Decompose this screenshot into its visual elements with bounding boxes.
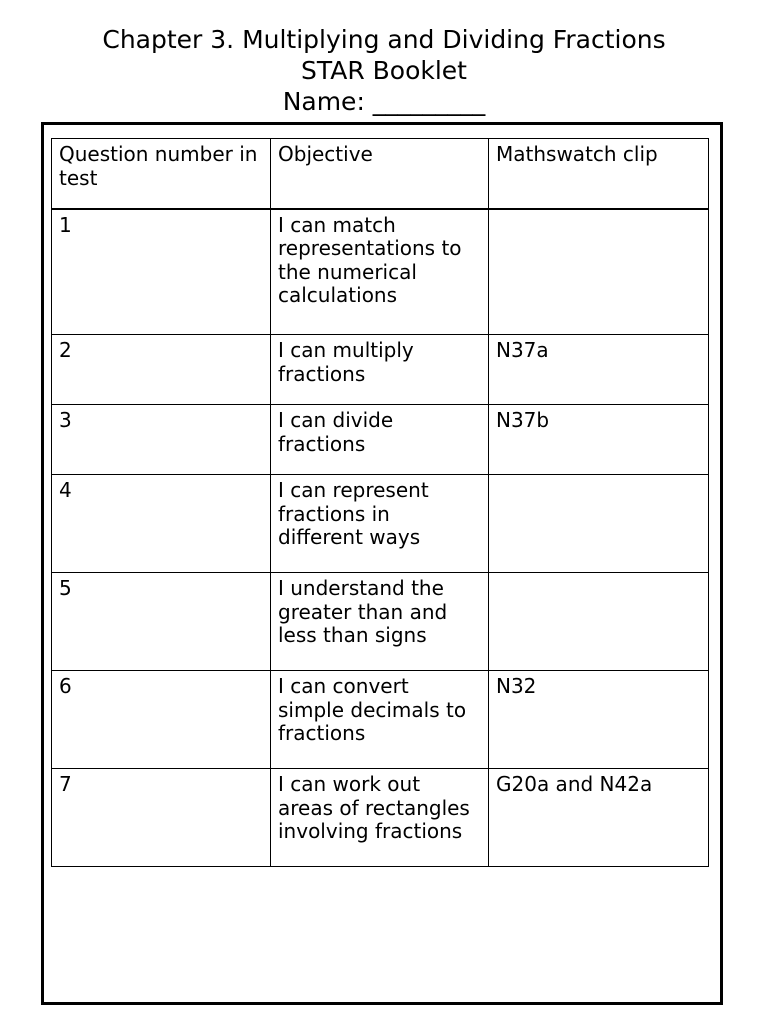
question-number-cell: 7 bbox=[52, 769, 271, 867]
clip-cell: G20a and N42a bbox=[489, 769, 709, 867]
question-number-cell: 4 bbox=[52, 475, 271, 573]
objective-cell: I can multiply fractions bbox=[271, 335, 489, 405]
column-header-clip: Mathswatch clip bbox=[489, 139, 709, 209]
objective-cell: I can convert simple decimals to fractions bbox=[271, 671, 489, 769]
clip-cell: N32 bbox=[489, 671, 709, 769]
clip-cell bbox=[489, 573, 709, 671]
question-number-cell: 1 bbox=[52, 209, 271, 335]
objectives-table bbox=[51, 138, 709, 867]
clip-cell: N37b bbox=[489, 405, 709, 475]
name-field-label: Name: _________ bbox=[282, 87, 486, 116]
objective-cell: I can represent fractions in different ways bbox=[271, 475, 489, 573]
clip-cell: N37a bbox=[489, 335, 709, 405]
objective-cell: I can divide fractions bbox=[271, 405, 489, 475]
table-header-row bbox=[52, 139, 709, 209]
question-number-cell: 3 bbox=[52, 405, 271, 475]
objective-cell: I can work out areas of rectangles involving fractions bbox=[271, 769, 489, 867]
question-number-cell: 5 bbox=[52, 573, 271, 671]
table-row bbox=[52, 769, 709, 867]
objective-cell: I can match representations to the numerical calculations bbox=[271, 209, 489, 335]
booklet-subtitle: STAR Booklet bbox=[301, 56, 467, 85]
question-number-cell: 2 bbox=[52, 335, 271, 405]
table-row bbox=[52, 335, 709, 405]
table-row bbox=[52, 671, 709, 769]
table-row bbox=[52, 573, 709, 671]
table-row bbox=[52, 405, 709, 475]
table-row bbox=[52, 475, 709, 573]
column-header-objective: Objective bbox=[271, 139, 489, 209]
objective-cell: I understand the greater than and less than signs bbox=[271, 573, 489, 671]
question-number-cell: 6 bbox=[52, 671, 271, 769]
column-header-question: Question number in test bbox=[52, 139, 271, 209]
page-header bbox=[0, 24, 768, 117]
clip-cell bbox=[489, 209, 709, 335]
chapter-title: Chapter 3. Multiplying and Dividing Fractions bbox=[102, 25, 666, 54]
table-row bbox=[52, 209, 709, 335]
clip-cell bbox=[489, 475, 709, 573]
